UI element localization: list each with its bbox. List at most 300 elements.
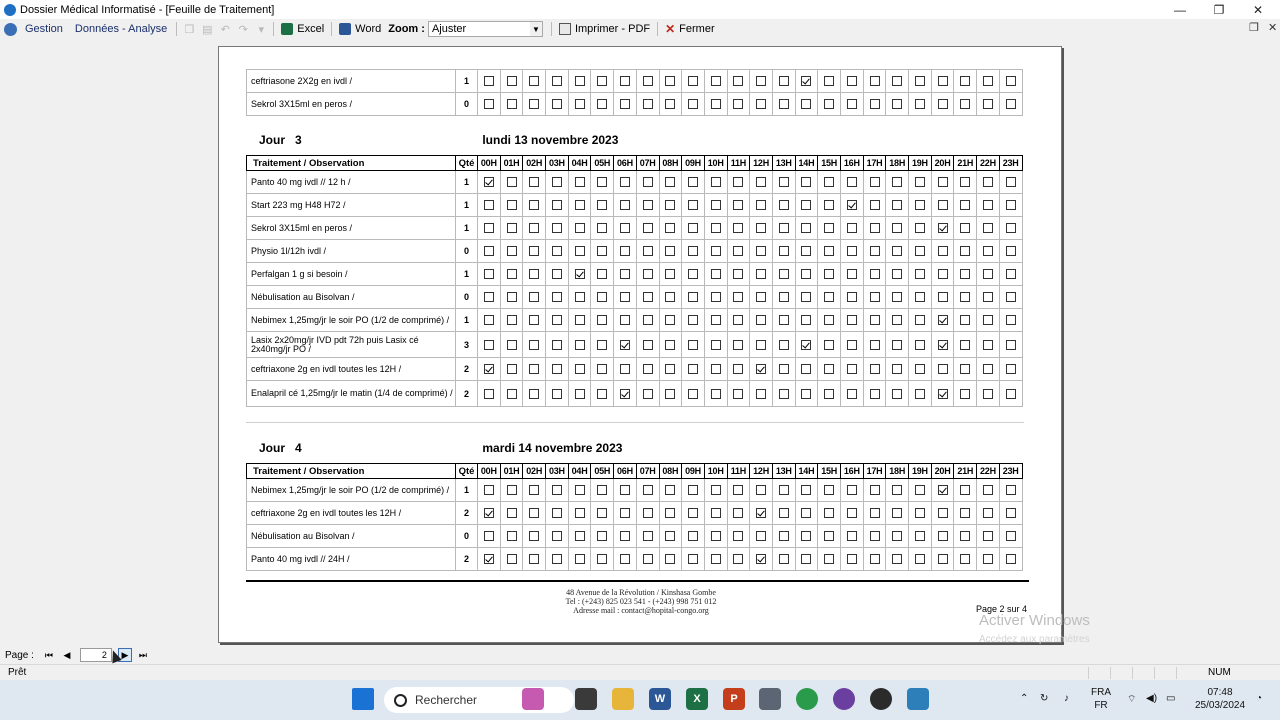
checkbox-icon[interactable] bbox=[688, 76, 698, 86]
checkbox-icon[interactable] bbox=[1006, 76, 1016, 86]
checkbox-icon[interactable] bbox=[960, 292, 970, 302]
checkbox-icon[interactable] bbox=[529, 485, 539, 495]
checkbox-icon[interactable] bbox=[870, 364, 880, 374]
checkbox-icon[interactable] bbox=[711, 364, 721, 374]
checkbox-icon[interactable] bbox=[733, 200, 743, 210]
checkbox-icon[interactable] bbox=[892, 531, 902, 541]
checkbox-icon[interactable] bbox=[575, 177, 585, 187]
checkbox-icon[interactable] bbox=[779, 177, 789, 187]
checkbox-icon[interactable] bbox=[756, 315, 766, 325]
checkbox-icon[interactable] bbox=[575, 99, 585, 109]
menu-gestion[interactable]: Gestion bbox=[25, 23, 63, 35]
checkbox-icon[interactable] bbox=[665, 554, 675, 564]
checkbox-icon[interactable] bbox=[1006, 223, 1016, 233]
checkbox-icon[interactable] bbox=[484, 531, 494, 541]
checkbox-icon[interactable] bbox=[665, 200, 675, 210]
checkbox-icon[interactable] bbox=[643, 389, 653, 399]
checkbox-icon[interactable] bbox=[711, 246, 721, 256]
checkbox-icon[interactable] bbox=[801, 531, 811, 541]
checkbox-icon[interactable] bbox=[983, 531, 993, 541]
checkbox-icon[interactable] bbox=[597, 269, 607, 279]
checkbox-icon[interactable] bbox=[1006, 269, 1016, 279]
checkbox-icon[interactable] bbox=[507, 485, 517, 495]
checkbox-icon[interactable] bbox=[915, 531, 925, 541]
checkbox-icon[interactable] bbox=[847, 223, 857, 233]
checkbox-icon[interactable] bbox=[688, 246, 698, 256]
checkbox-icon[interactable] bbox=[938, 292, 948, 302]
checkbox-icon[interactable] bbox=[915, 177, 925, 187]
checked-box-icon[interactable] bbox=[938, 223, 948, 233]
checkbox-icon[interactable] bbox=[824, 292, 834, 302]
checkbox-icon[interactable] bbox=[1006, 177, 1016, 187]
checkbox-icon[interactable] bbox=[983, 508, 993, 518]
checkbox-icon[interactable] bbox=[665, 99, 675, 109]
checkbox-icon[interactable] bbox=[960, 554, 970, 564]
checkbox-icon[interactable] bbox=[597, 485, 607, 495]
checkbox-icon[interactable] bbox=[733, 364, 743, 374]
checkbox-icon[interactable] bbox=[824, 99, 834, 109]
checkbox-icon[interactable] bbox=[711, 99, 721, 109]
checkbox-icon[interactable] bbox=[938, 508, 948, 518]
checkbox-icon[interactable] bbox=[915, 508, 925, 518]
checkbox-icon[interactable] bbox=[665, 508, 675, 518]
checked-box-icon[interactable] bbox=[756, 508, 766, 518]
checkbox-icon[interactable] bbox=[824, 246, 834, 256]
checkbox-icon[interactable] bbox=[711, 177, 721, 187]
checkbox-icon[interactable] bbox=[756, 246, 766, 256]
checkbox-icon[interactable] bbox=[915, 223, 925, 233]
checkbox-icon[interactable] bbox=[1006, 389, 1016, 399]
checkbox-icon[interactable] bbox=[892, 292, 902, 302]
checkbox-icon[interactable] bbox=[529, 531, 539, 541]
checkbox-icon[interactable] bbox=[733, 246, 743, 256]
checkbox-icon[interactable] bbox=[552, 76, 562, 86]
checkbox-icon[interactable] bbox=[733, 292, 743, 302]
checkbox-icon[interactable] bbox=[960, 485, 970, 495]
checkbox-icon[interactable] bbox=[552, 269, 562, 279]
checkbox-icon[interactable] bbox=[484, 292, 494, 302]
checkbox-icon[interactable] bbox=[1006, 315, 1016, 325]
checkbox-icon[interactable] bbox=[711, 223, 721, 233]
checkbox-icon[interactable] bbox=[552, 554, 562, 564]
chrome-icon[interactable] bbox=[796, 688, 818, 710]
checkbox-icon[interactable] bbox=[870, 508, 880, 518]
checked-box-icon[interactable] bbox=[938, 389, 948, 399]
checkbox-icon[interactable] bbox=[1006, 292, 1016, 302]
checkbox-icon[interactable] bbox=[870, 389, 880, 399]
checkbox-icon[interactable] bbox=[711, 315, 721, 325]
checkbox-icon[interactable] bbox=[597, 531, 607, 541]
checkbox-icon[interactable] bbox=[892, 315, 902, 325]
checkbox-icon[interactable] bbox=[983, 340, 993, 350]
checkbox-icon[interactable] bbox=[643, 269, 653, 279]
checkbox-icon[interactable] bbox=[892, 223, 902, 233]
checkbox-icon[interactable] bbox=[756, 223, 766, 233]
checkbox-icon[interactable] bbox=[552, 200, 562, 210]
checkbox-icon[interactable] bbox=[870, 223, 880, 233]
checkbox-icon[interactable] bbox=[847, 76, 857, 86]
checkbox-icon[interactable] bbox=[801, 292, 811, 302]
checkbox-icon[interactable] bbox=[824, 177, 834, 187]
checkbox-icon[interactable] bbox=[756, 200, 766, 210]
checked-box-icon[interactable] bbox=[938, 485, 948, 495]
checkbox-icon[interactable] bbox=[529, 223, 539, 233]
checkbox-icon[interactable] bbox=[620, 200, 630, 210]
checkbox-icon[interactable] bbox=[801, 177, 811, 187]
doc-restore-button[interactable]: ❐ bbox=[1249, 22, 1259, 34]
checkbox-icon[interactable] bbox=[643, 485, 653, 495]
checkbox-icon[interactable] bbox=[507, 364, 517, 374]
checkbox-icon[interactable] bbox=[597, 99, 607, 109]
checkbox-icon[interactable] bbox=[847, 531, 857, 541]
checkbox-icon[interactable] bbox=[733, 554, 743, 564]
checkbox-icon[interactable] bbox=[733, 531, 743, 541]
checkbox-icon[interactable] bbox=[484, 76, 494, 86]
checkbox-icon[interactable] bbox=[983, 76, 993, 86]
checkbox-icon[interactable] bbox=[915, 246, 925, 256]
checkbox-icon[interactable] bbox=[711, 200, 721, 210]
checkbox-icon[interactable] bbox=[1006, 531, 1016, 541]
checkbox-icon[interactable] bbox=[484, 99, 494, 109]
checkbox-icon[interactable] bbox=[983, 269, 993, 279]
checkbox-icon[interactable] bbox=[552, 508, 562, 518]
checkbox-icon[interactable] bbox=[733, 223, 743, 233]
checkbox-icon[interactable] bbox=[620, 177, 630, 187]
checkbox-icon[interactable] bbox=[643, 99, 653, 109]
checkbox-icon[interactable] bbox=[870, 200, 880, 210]
checkbox-icon[interactable] bbox=[507, 223, 517, 233]
checkbox-icon[interactable] bbox=[688, 315, 698, 325]
checkbox-icon[interactable] bbox=[915, 389, 925, 399]
recorder-app-icon[interactable] bbox=[870, 688, 892, 710]
checkbox-icon[interactable] bbox=[665, 177, 675, 187]
checkbox-icon[interactable] bbox=[529, 246, 539, 256]
checkbox-icon[interactable] bbox=[620, 99, 630, 109]
checkbox-icon[interactable] bbox=[960, 177, 970, 187]
checkbox-icon[interactable] bbox=[575, 554, 585, 564]
checkbox-icon[interactable] bbox=[892, 389, 902, 399]
checked-box-icon[interactable] bbox=[620, 340, 630, 350]
checkbox-icon[interactable] bbox=[779, 389, 789, 399]
checkbox-icon[interactable] bbox=[892, 554, 902, 564]
checkbox-icon[interactable] bbox=[552, 177, 562, 187]
checkbox-icon[interactable] bbox=[960, 508, 970, 518]
checkbox-icon[interactable] bbox=[507, 292, 517, 302]
checkbox-icon[interactable] bbox=[801, 246, 811, 256]
checkbox-icon[interactable] bbox=[575, 364, 585, 374]
checkbox-icon[interactable] bbox=[529, 508, 539, 518]
checkbox-icon[interactable] bbox=[733, 269, 743, 279]
checkbox-icon[interactable] bbox=[1006, 485, 1016, 495]
checkbox-icon[interactable] bbox=[643, 223, 653, 233]
checkbox-icon[interactable] bbox=[733, 340, 743, 350]
checkbox-icon[interactable] bbox=[688, 508, 698, 518]
checked-box-icon[interactable] bbox=[801, 76, 811, 86]
checkbox-icon[interactable] bbox=[960, 200, 970, 210]
checkbox-icon[interactable] bbox=[892, 508, 902, 518]
checkbox-icon[interactable] bbox=[620, 76, 630, 86]
checkbox-icon[interactable] bbox=[824, 76, 834, 86]
close-window-button[interactable]: ✕ bbox=[1252, 2, 1264, 17]
checkbox-icon[interactable] bbox=[688, 269, 698, 279]
checkbox-icon[interactable] bbox=[688, 364, 698, 374]
checkbox-icon[interactable] bbox=[779, 508, 789, 518]
checkbox-icon[interactable] bbox=[688, 389, 698, 399]
checkbox-icon[interactable] bbox=[960, 269, 970, 279]
checkbox-icon[interactable] bbox=[484, 485, 494, 495]
checkbox-icon[interactable] bbox=[507, 340, 517, 350]
checkbox-icon[interactable] bbox=[824, 200, 834, 210]
checkbox-icon[interactable] bbox=[529, 200, 539, 210]
checkbox-icon[interactable] bbox=[575, 200, 585, 210]
checkbox-icon[interactable] bbox=[756, 531, 766, 541]
checkbox-icon[interactable] bbox=[801, 315, 811, 325]
checkbox-icon[interactable] bbox=[824, 554, 834, 564]
checkbox-icon[interactable] bbox=[870, 246, 880, 256]
checkbox-icon[interactable] bbox=[688, 340, 698, 350]
checked-box-icon[interactable] bbox=[756, 554, 766, 564]
checkbox-icon[interactable] bbox=[597, 177, 607, 187]
checkbox-icon[interactable] bbox=[529, 315, 539, 325]
checkbox-icon[interactable] bbox=[665, 340, 675, 350]
checkbox-icon[interactable] bbox=[597, 389, 607, 399]
checkbox-icon[interactable] bbox=[960, 99, 970, 109]
checkbox-icon[interactable] bbox=[688, 554, 698, 564]
last-page-button[interactable]: ⏭ bbox=[138, 649, 147, 660]
checkbox-icon[interactable] bbox=[665, 364, 675, 374]
checkbox-icon[interactable] bbox=[552, 223, 562, 233]
checkbox-icon[interactable] bbox=[756, 389, 766, 399]
checkbox-icon[interactable] bbox=[529, 554, 539, 564]
checkbox-icon[interactable] bbox=[711, 269, 721, 279]
checkbox-icon[interactable] bbox=[552, 292, 562, 302]
copy-icon[interactable]: ❐ bbox=[184, 23, 195, 36]
checkbox-icon[interactable] bbox=[529, 292, 539, 302]
checkbox-icon[interactable] bbox=[688, 292, 698, 302]
checkbox-icon[interactable] bbox=[938, 200, 948, 210]
checkbox-icon[interactable] bbox=[847, 315, 857, 325]
checkbox-icon[interactable] bbox=[892, 246, 902, 256]
checkbox-icon[interactable] bbox=[575, 340, 585, 350]
checkbox-icon[interactable] bbox=[597, 315, 607, 325]
chevron-down-icon[interactable]: ▼ bbox=[530, 22, 542, 36]
menu-donnees-analyse[interactable]: Données - Analyse bbox=[74, 23, 168, 35]
checkbox-icon[interactable] bbox=[711, 292, 721, 302]
tools-app-icon[interactable] bbox=[759, 688, 781, 710]
checkbox-icon[interactable] bbox=[870, 340, 880, 350]
checkbox-icon[interactable] bbox=[892, 200, 902, 210]
checkbox-icon[interactable] bbox=[756, 76, 766, 86]
checked-box-icon[interactable] bbox=[484, 554, 494, 564]
checkbox-icon[interactable] bbox=[575, 76, 585, 86]
checkbox-icon[interactable] bbox=[801, 554, 811, 564]
next-page-button[interactable]: ▶ bbox=[118, 648, 132, 662]
checkbox-icon[interactable] bbox=[847, 508, 857, 518]
checkbox-icon[interactable] bbox=[711, 531, 721, 541]
checkbox-icon[interactable] bbox=[847, 246, 857, 256]
checkbox-icon[interactable] bbox=[938, 554, 948, 564]
checkbox-icon[interactable] bbox=[507, 246, 517, 256]
checkbox-icon[interactable] bbox=[688, 485, 698, 495]
doc-close-button[interactable]: ✕ bbox=[1268, 22, 1278, 34]
checkbox-icon[interactable] bbox=[824, 508, 834, 518]
checked-box-icon[interactable] bbox=[938, 315, 948, 325]
checkbox-icon[interactable] bbox=[711, 554, 721, 564]
microphone-icon[interactable]: ♪ bbox=[1064, 693, 1069, 704]
checkbox-icon[interactable] bbox=[847, 485, 857, 495]
checkbox-icon[interactable] bbox=[643, 246, 653, 256]
checkbox-icon[interactable] bbox=[1006, 99, 1016, 109]
checkbox-icon[interactable] bbox=[779, 99, 789, 109]
dropdown-icon[interactable]: ▾ bbox=[258, 23, 265, 36]
checkbox-icon[interactable] bbox=[529, 389, 539, 399]
checkbox-icon[interactable] bbox=[892, 340, 902, 350]
checkbox-icon[interactable] bbox=[711, 76, 721, 86]
checkbox-icon[interactable] bbox=[643, 340, 653, 350]
checkbox-icon[interactable] bbox=[620, 364, 630, 374]
checkbox-icon[interactable] bbox=[507, 76, 517, 86]
checkbox-icon[interactable] bbox=[620, 485, 630, 495]
checked-box-icon[interactable] bbox=[484, 177, 494, 187]
checkbox-icon[interactable] bbox=[983, 315, 993, 325]
checkbox-icon[interactable] bbox=[779, 76, 789, 86]
tray-chevron-icon[interactable]: ⌃ bbox=[1020, 693, 1029, 704]
first-page-button[interactable]: ⏮ bbox=[44, 649, 53, 660]
checkbox-icon[interactable] bbox=[575, 485, 585, 495]
checkbox-icon[interactable] bbox=[484, 269, 494, 279]
checkbox-icon[interactable] bbox=[620, 508, 630, 518]
checkbox-icon[interactable] bbox=[643, 292, 653, 302]
task-view-icon[interactable] bbox=[575, 688, 597, 710]
checkbox-icon[interactable] bbox=[529, 99, 539, 109]
page-number-input[interactable]: 2 bbox=[80, 648, 112, 662]
checkbox-icon[interactable] bbox=[665, 76, 675, 86]
checkbox-icon[interactable] bbox=[870, 292, 880, 302]
checkbox-icon[interactable] bbox=[892, 76, 902, 86]
zoom-select[interactable] bbox=[428, 21, 543, 37]
checkbox-icon[interactable] bbox=[665, 531, 675, 541]
excel-button[interactable] bbox=[277, 19, 328, 39]
checkbox-icon[interactable] bbox=[756, 177, 766, 187]
checkbox-icon[interactable] bbox=[733, 485, 743, 495]
checkbox-icon[interactable] bbox=[870, 315, 880, 325]
checkbox-icon[interactable] bbox=[870, 554, 880, 564]
checkbox-icon[interactable] bbox=[870, 485, 880, 495]
checkbox-icon[interactable] bbox=[960, 246, 970, 256]
checkbox-icon[interactable] bbox=[552, 99, 562, 109]
checkbox-icon[interactable] bbox=[665, 246, 675, 256]
checkbox-icon[interactable] bbox=[779, 340, 789, 350]
checkbox-icon[interactable] bbox=[801, 200, 811, 210]
checkbox-icon[interactable] bbox=[1006, 508, 1016, 518]
checked-box-icon[interactable] bbox=[756, 364, 766, 374]
checkbox-icon[interactable] bbox=[733, 508, 743, 518]
checkbox-icon[interactable] bbox=[688, 531, 698, 541]
notification-bell-icon[interactable]: ◔ bbox=[1256, 693, 1263, 704]
checkbox-icon[interactable] bbox=[665, 223, 675, 233]
checkbox-icon[interactable] bbox=[552, 246, 562, 256]
clock[interactable] bbox=[1192, 686, 1248, 712]
checkbox-icon[interactable] bbox=[620, 531, 630, 541]
checkbox-icon[interactable] bbox=[983, 292, 993, 302]
checkbox-icon[interactable] bbox=[643, 76, 653, 86]
checkbox-icon[interactable] bbox=[484, 246, 494, 256]
checkbox-icon[interactable] bbox=[801, 269, 811, 279]
checkbox-icon[interactable] bbox=[688, 99, 698, 109]
checkbox-icon[interactable] bbox=[484, 200, 494, 210]
checkbox-icon[interactable] bbox=[756, 269, 766, 279]
checkbox-icon[interactable] bbox=[597, 200, 607, 210]
checkbox-icon[interactable] bbox=[643, 554, 653, 564]
powerpoint-app-icon[interactable]: P bbox=[723, 688, 745, 710]
checkbox-icon[interactable] bbox=[643, 177, 653, 187]
checkbox-icon[interactable] bbox=[756, 99, 766, 109]
checkbox-icon[interactable] bbox=[983, 364, 993, 374]
checkbox-icon[interactable] bbox=[1006, 200, 1016, 210]
checked-box-icon[interactable] bbox=[620, 389, 630, 399]
checked-box-icon[interactable] bbox=[938, 340, 948, 350]
excel-app-icon[interactable]: X bbox=[686, 688, 708, 710]
checkbox-icon[interactable] bbox=[620, 554, 630, 564]
checkbox-icon[interactable] bbox=[643, 364, 653, 374]
checkbox-icon[interactable] bbox=[824, 364, 834, 374]
checkbox-icon[interactable] bbox=[915, 99, 925, 109]
maximize-button[interactable]: ❐ bbox=[1213, 2, 1225, 17]
report-viewer[interactable] bbox=[0, 39, 1280, 646]
checkbox-icon[interactable] bbox=[665, 269, 675, 279]
checkbox-icon[interactable] bbox=[575, 223, 585, 233]
checkbox-icon[interactable] bbox=[620, 292, 630, 302]
print-pdf-button[interactable] bbox=[555, 19, 654, 39]
checkbox-icon[interactable] bbox=[960, 389, 970, 399]
checkbox-icon[interactable] bbox=[892, 99, 902, 109]
checkbox-icon[interactable] bbox=[665, 292, 675, 302]
checkbox-icon[interactable] bbox=[847, 364, 857, 374]
checkbox-icon[interactable] bbox=[733, 315, 743, 325]
prev-page-button[interactable]: ◀ bbox=[63, 649, 71, 660]
checkbox-icon[interactable] bbox=[529, 177, 539, 187]
checkbox-icon[interactable] bbox=[620, 315, 630, 325]
undo-icon[interactable]: ↶ bbox=[220, 23, 230, 36]
checkbox-icon[interactable] bbox=[983, 389, 993, 399]
checkbox-icon[interactable] bbox=[938, 246, 948, 256]
checkbox-icon[interactable] bbox=[1006, 364, 1016, 374]
checkbox-icon[interactable] bbox=[847, 99, 857, 109]
checkbox-icon[interactable] bbox=[507, 315, 517, 325]
checkbox-icon[interactable] bbox=[870, 99, 880, 109]
checkbox-icon[interactable] bbox=[779, 246, 789, 256]
checkbox-icon[interactable] bbox=[507, 200, 517, 210]
checkbox-icon[interactable] bbox=[779, 292, 789, 302]
checkbox-icon[interactable] bbox=[824, 315, 834, 325]
checkbox-icon[interactable] bbox=[597, 364, 607, 374]
checkbox-icon[interactable] bbox=[824, 340, 834, 350]
checkbox-icon[interactable] bbox=[938, 269, 948, 279]
checkbox-icon[interactable] bbox=[597, 292, 607, 302]
checkbox-icon[interactable] bbox=[620, 269, 630, 279]
checkbox-icon[interactable] bbox=[915, 315, 925, 325]
checkbox-icon[interactable] bbox=[507, 531, 517, 541]
checkbox-icon[interactable] bbox=[1006, 246, 1016, 256]
checkbox-icon[interactable] bbox=[711, 485, 721, 495]
checkbox-icon[interactable] bbox=[620, 223, 630, 233]
checkbox-icon[interactable] bbox=[824, 389, 834, 399]
checkbox-icon[interactable] bbox=[960, 364, 970, 374]
checkbox-icon[interactable] bbox=[824, 485, 834, 495]
checkbox-icon[interactable] bbox=[529, 340, 539, 350]
checkbox-icon[interactable] bbox=[643, 315, 653, 325]
checkbox-icon[interactable] bbox=[824, 223, 834, 233]
